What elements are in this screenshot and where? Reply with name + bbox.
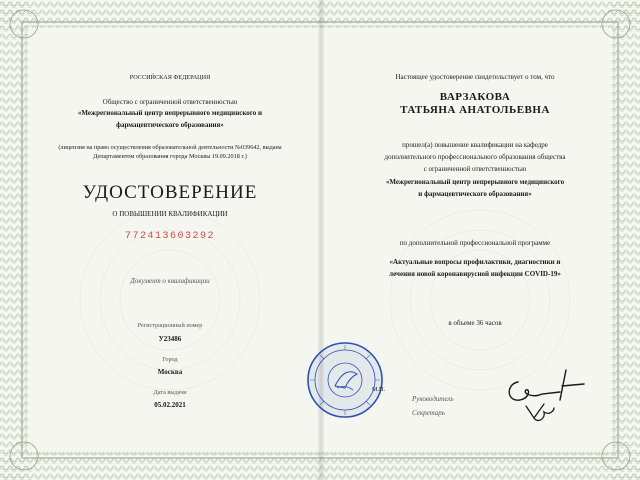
passed-line-3: с ограниченной ответственностью [423,165,527,173]
holder-surname: ВАРЗАКОВА [439,91,511,103]
registration-label: Регистрационный номер [137,322,203,329]
document-subtitle: О ПОВЫШЕНИИ КВАЛИФИКАЦИИ [112,210,228,218]
license-line-2: Департаментом образования города Москвы 19.09.2018 г.) [93,153,247,160]
intro-text: Настоящее удостоверение свидетельствует о том, что [395,73,555,81]
issue-date-label: Дата выдачи [153,389,187,396]
passed-line-2: дополнительного профессионального образования общества [384,153,566,161]
document-type: Документ о квалификации [130,277,210,285]
registration-value: У23486 [158,335,182,343]
city-label: Город [162,356,178,363]
org-name-line-2: фармацевтического образования» [116,121,224,129]
passed-line-1: прошел(а) повышение квалификации на кафедре [402,141,548,149]
secretary-signature [520,398,560,428]
holder-given-names: ТАТЬЯНА АНАТОЛЬЕВНА [400,104,550,116]
document-title: УДОСТОВЕРЕНИЕ [82,182,258,203]
program-line-1: «Актуальные вопросы профилактики, диагностики и [389,258,561,266]
stamp-mark-label: М.П. [372,386,386,393]
head-label: Руководитель [412,395,454,403]
passed-line-5: и фармацевтического образования» [418,190,532,198]
issue-date-value: 05.02.2021 [154,401,186,409]
official-stamp-seal [305,340,385,420]
country-label: РОССИЙСКАЯ ФЕДЕРАЦИЯ [129,74,211,81]
serial-number: 772413603292 [124,231,215,242]
license-line-1: (лицензия на право осуществления образовательной деятельности №039642, выдана [58,144,282,151]
org-name-line-1: «Межрегиональный центр непрерывного медицинского и [77,109,263,117]
secretary-label: Секретарь [412,409,445,417]
hours-text: в объеме 36 часов [448,319,502,327]
program-intro: по дополнительной профессиональной программе [399,239,551,247]
passed-line-4: «Межрегиональный центр непрерывного медицинского [385,178,565,186]
city-value: Москва [157,368,183,376]
org-prefix: Общество с ограниченной ответственностью [102,98,238,106]
program-line-2: лечения новой коронавирусной инфекции COVID-19» [389,270,561,278]
